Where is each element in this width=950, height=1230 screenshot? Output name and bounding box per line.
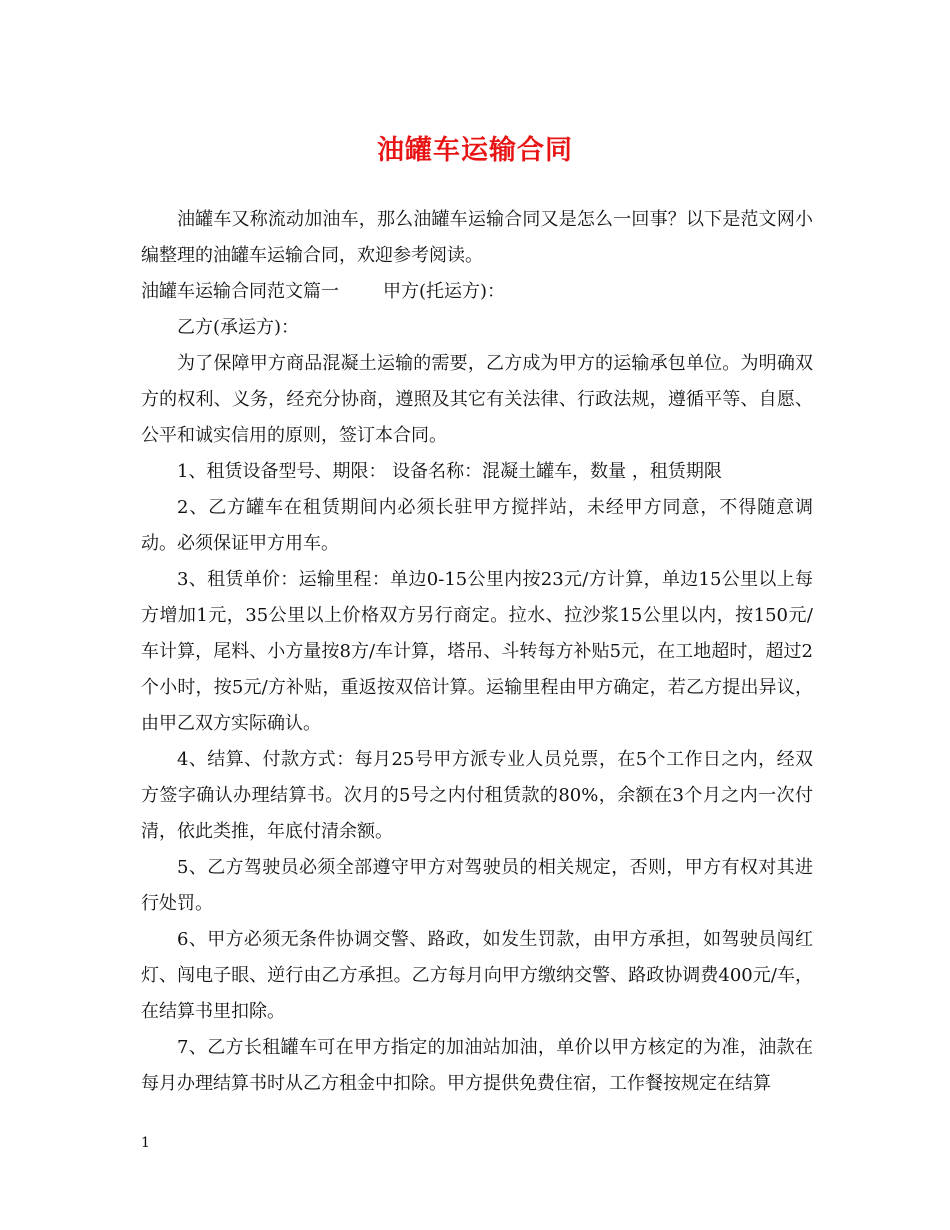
preamble-paragraph: 为了保障甲方商品混凝土运输的需要，乙方成为甲方的运输承包单位。为明确双方的权利、义务，经充分协商，遵照及其它有关法律、行政法规，遵循平等、自愿、公平和诚实信用的原则，签订本合同。 — [141, 353, 813, 446]
clause-6: 6、甲方必须无条件协调交警、路政，如发生罚款，由甲方承担，如驾驶员闯红灯、闯电子眼、逆行由乙方承担。乙方每月向甲方缴纳交警、路政协调费400元/车，在结算书里扣除。 — [141, 929, 813, 1022]
party-a-label: 甲方(托运方)： — [383, 281, 506, 302]
document-body — [141, 202, 813, 1102]
clause-7: 7、乙方长租罐车可在甲方指定的加油站加油，单价以甲方核定的为准，油款在每月办理结算书时从乙方租金中扣除。甲方提供免费住宿，工作餐按规定在结算 — [141, 1037, 813, 1094]
page-number: 1 — [141, 1135, 150, 1151]
section-heading: 油罐车运输合同范文篇一 — [141, 281, 339, 302]
clause-2: 2、乙方罐车在租赁期间内必须长驻甲方搅拌站，未经甲方同意，不得随意调动。必须保证甲方用车。 — [141, 497, 813, 554]
clause-4: 4、结算、付款方式：每月25号甲方派专业人员兑票，在5个工作日之内，经双方签字确认办理结算书。次月的5号之内付租赁款的80%，余额在3个月之内一次付清，依此类推，年底付清余额。 — [141, 749, 813, 842]
clause-1: 1、租赁设备型号、期限： 设备名称：混凝土罐车，数量 ，租赁期限 — [177, 461, 722, 482]
section-heading-line — [141, 274, 813, 310]
clause-3: 3、租赁单价：运输里程：单边0-15公里内按23元/方计算，单边15公里以上每方增加1元，35公里以上价格双方另行商定。拉水、拉沙浆15公里以内，按150元/车计算，尾料、小方量按8方/车计算，塔吊、斗转每方补贴5元，在工地超时，超过2个小时，按5元/方补贴，重返按双倍计算。运输里程由甲方确定，若乙方提出异议，由甲乙双方实际确认。 — [141, 569, 813, 734]
clause-5: 5、乙方驾驶员必须全部遵守甲方对驾驶员的相关规定，否则，甲方有权对其进行处罚。 — [141, 857, 813, 914]
party-b-label: 乙方(承运方)： — [177, 317, 300, 338]
document-title: 油罐车运输合同 — [377, 135, 573, 166]
intro-paragraph: 油罐车又称流动加油车，那么油罐车运输合同又是怎么一回事？以下是范文网小编整理的油罐车运输合同，欢迎参考阅读。 — [141, 209, 813, 266]
